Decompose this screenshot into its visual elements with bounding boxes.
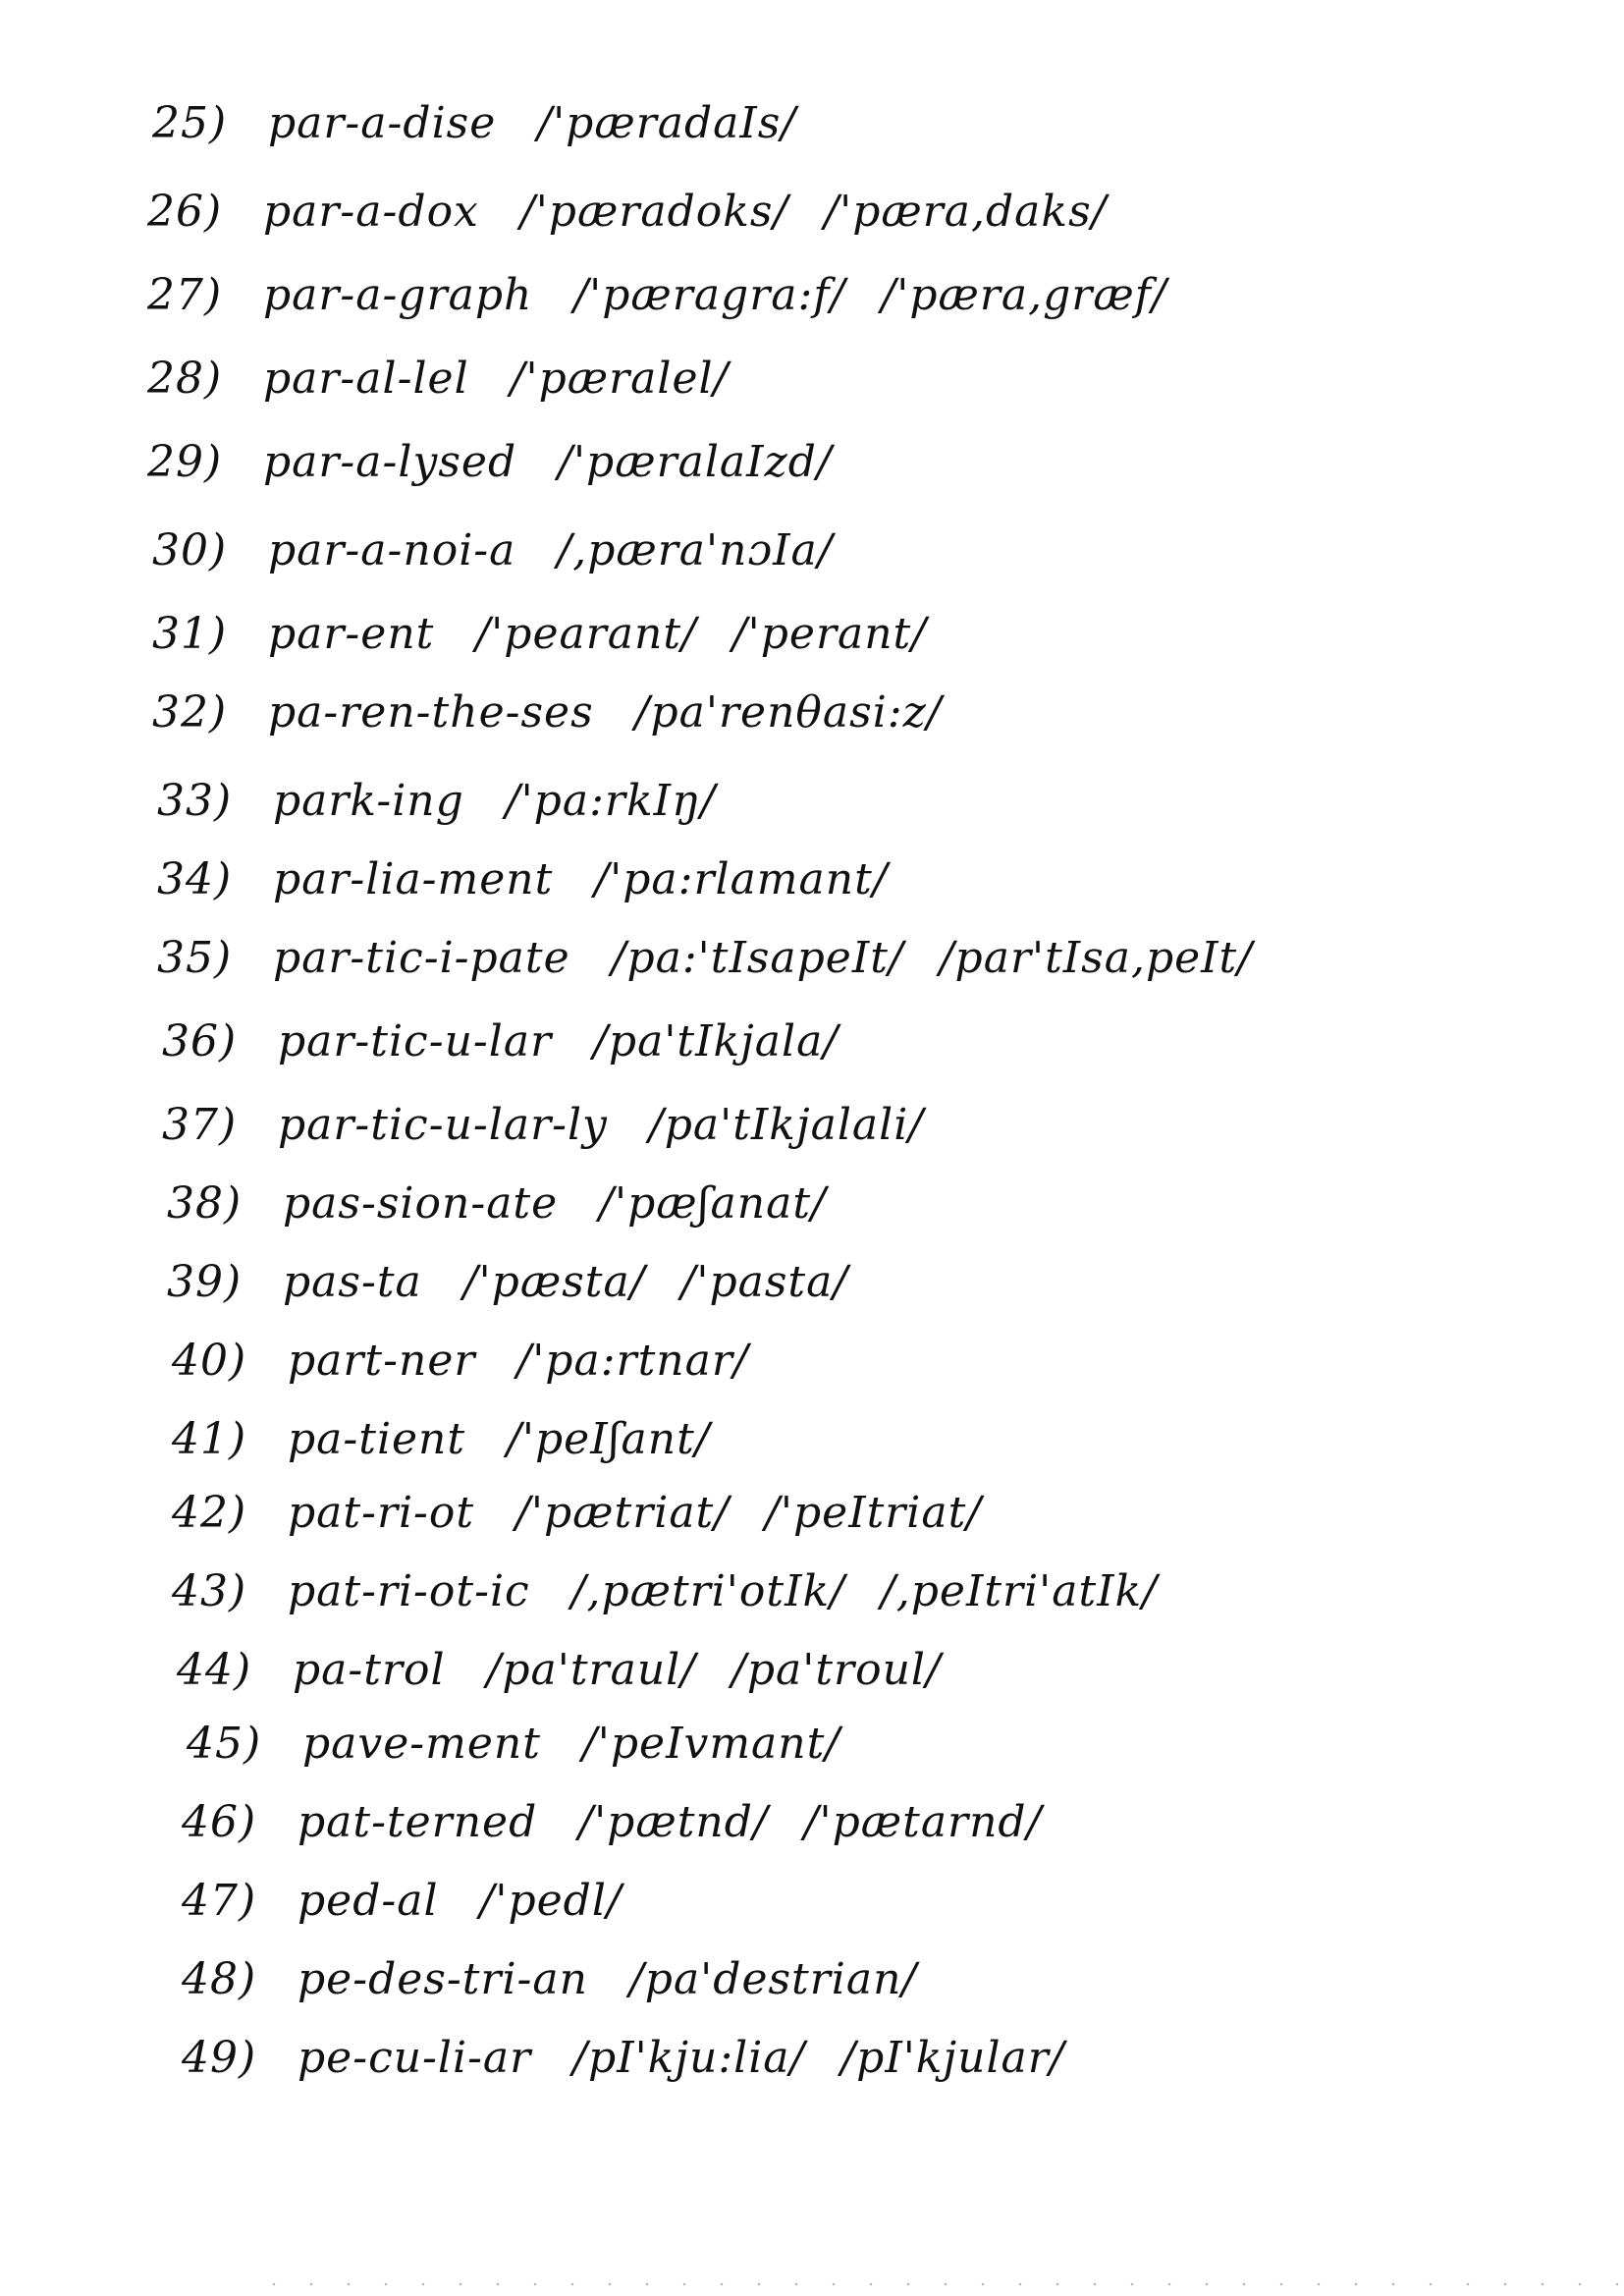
list-item — [152, 687, 978, 756]
list-item — [182, 1954, 952, 2023]
list-item — [172, 1566, 1193, 1635]
entry-pronunciation: /'pæʃanat/ — [599, 1178, 827, 1229]
list-item — [152, 98, 832, 167]
entry-pronunciation: /,pæra'nɔIa/ — [557, 525, 834, 575]
entry-word: par-a-noi-a — [268, 525, 516, 575]
entry-number: 38) — [167, 1178, 243, 1229]
entry-word: ped-al — [298, 1876, 439, 1926]
entry-word: pe-des-tri-an — [298, 1954, 588, 2004]
entry-word: park-ing — [273, 776, 464, 826]
entry-number: 44) — [177, 1645, 252, 1695]
entry-pronunciation: /,pætri'otIk/ — [570, 1566, 845, 1616]
list-item — [152, 525, 869, 594]
entry-pronunciation: /pa'tIkjala/ — [593, 1016, 839, 1066]
entry-pronunciation-alt: /pI'kjular/ — [840, 2033, 1065, 2083]
list-item — [167, 1178, 862, 1247]
list-item — [147, 270, 1203, 339]
entry-pronunciation: /'pedl/ — [479, 1876, 623, 1926]
entry-word: pa-trol — [293, 1645, 446, 1695]
list-item — [147, 354, 764, 422]
entry-number: 33) — [157, 776, 233, 826]
entry-number: 32) — [152, 687, 228, 738]
entry-word: par-tic-i-pate — [273, 933, 570, 983]
entry-word: pas-ta — [283, 1257, 422, 1307]
entry-word: par-a-dox — [263, 187, 479, 237]
entry-pronunciation: /'pætnd/ — [578, 1797, 769, 1847]
entry-word: pave-ment — [302, 1719, 541, 1769]
entry-pronunciation-alt: /'pæra,græf/ — [881, 270, 1167, 320]
list-item — [187, 1719, 876, 1787]
entry-word: pe-cu-li-ar — [298, 2033, 532, 2083]
entry-pronunciation: /pI'kju:lia/ — [572, 2033, 806, 2083]
list-item — [167, 1257, 884, 1326]
entry-pronunciation: /pa'tIkjalali/ — [648, 1100, 925, 1150]
entry-pronunciation-alt: /,peItri'atIk/ — [880, 1566, 1159, 1616]
entry-pronunciation-alt: /'pasta/ — [680, 1257, 849, 1307]
entry-number: 36) — [162, 1016, 238, 1066]
entry-number: 25) — [152, 98, 228, 148]
entry-number: 31) — [152, 609, 228, 659]
entry-number: 29) — [147, 437, 223, 487]
entry-pronunciation: /'peIvmant/ — [581, 1719, 841, 1769]
entry-word: par-ent — [268, 609, 435, 659]
entry-pronunciation: /'pætriat/ — [515, 1488, 731, 1538]
list-item — [172, 1414, 746, 1483]
entry-number: 43) — [172, 1566, 247, 1616]
entry-pronunciation: /'pearant/ — [475, 609, 697, 659]
entry-word: pa-ren-the-ses — [268, 687, 594, 738]
list-item — [157, 854, 924, 923]
list-item — [172, 1488, 1017, 1557]
entry-pronunciation-alt: /'pæra,daks/ — [824, 187, 1108, 237]
entry-pronunciation: /'pæragra:f/ — [573, 270, 846, 320]
list-item — [172, 1336, 785, 1404]
list-item — [177, 1645, 977, 1714]
entry-pronunciation: /'pæradoks/ — [519, 187, 789, 237]
list-item — [162, 1016, 874, 1085]
entry-number: 48) — [182, 1954, 257, 2004]
entry-word: par-a-graph — [263, 270, 533, 320]
entry-pronunciation: /'peIʃant/ — [507, 1414, 711, 1464]
entry-word: par-lia-ment — [273, 854, 554, 904]
entry-number: 40) — [172, 1336, 247, 1386]
entry-word: pat-ri-ot-ic — [288, 1566, 530, 1616]
entry-word: pa-tient — [288, 1414, 466, 1464]
entry-pronunciation: /'pæralaIzd/ — [558, 437, 833, 487]
list-item — [157, 933, 1288, 1002]
entry-word: pat-ri-ot — [288, 1488, 475, 1538]
entry-number: 41) — [172, 1414, 247, 1464]
entry-word: par-al-lel — [263, 354, 469, 404]
list-item — [147, 187, 1142, 255]
entry-number: 46) — [182, 1797, 257, 1847]
scan-artifact — [255, 2282, 1620, 2286]
entry-number: 35) — [157, 933, 233, 983]
list-item — [147, 437, 868, 506]
entry-pronunciation-alt: /pa'troul/ — [731, 1645, 942, 1695]
entry-pronunciation: /pa'traul/ — [486, 1645, 697, 1695]
entry-word: pat-terned — [298, 1797, 538, 1847]
entry-pronunciation: /pa:'tIsapeIt/ — [611, 933, 904, 983]
entry-pronunciation-alt: /'pætarnd/ — [803, 1797, 1043, 1847]
entry-number: 37) — [162, 1100, 238, 1150]
entry-number: 42) — [172, 1488, 247, 1538]
entry-pronunciation: /pa'destrian/ — [628, 1954, 918, 2004]
entry-word: part-ner — [288, 1336, 476, 1386]
list-item — [157, 776, 751, 845]
entry-pronunciation-alt: /par'tIsa,peIt/ — [939, 933, 1254, 983]
entry-pronunciation: /'pa:rlamant/ — [594, 854, 889, 904]
entry-pronunciation: /'pa:rkIŋ/ — [505, 776, 717, 826]
list-item — [162, 1100, 959, 1169]
entry-number: 47) — [182, 1876, 257, 1926]
entry-pronunciation: /'pæralel/ — [510, 354, 730, 404]
list-item — [182, 2033, 1101, 2102]
entry-word: par-tic-u-lar-ly — [278, 1100, 608, 1150]
list-item — [182, 1876, 658, 1944]
entry-number: 49) — [182, 2033, 257, 2083]
entry-number: 45) — [187, 1719, 262, 1769]
entry-number: 28) — [147, 354, 223, 404]
entry-number: 27) — [147, 270, 223, 320]
entry-word: par-tic-u-lar — [278, 1016, 553, 1066]
entry-pronunciation-alt: /'perant/ — [731, 609, 928, 659]
entry-word: par-a-dise — [268, 98, 497, 148]
entry-number: 34) — [157, 854, 233, 904]
entry-pronunciation: /'pæsta/ — [462, 1257, 646, 1307]
entry-pronunciation: /'pa:rtnar/ — [516, 1336, 749, 1386]
entry-number: 26) — [147, 187, 223, 237]
entry-number: 39) — [167, 1257, 243, 1307]
list-item — [152, 609, 962, 678]
entry-word: pas-sion-ate — [283, 1178, 559, 1229]
entry-pronunciation: /pa'renθasi:z/ — [634, 687, 943, 738]
entry-word: par-a-lysed — [263, 437, 517, 487]
list-item — [182, 1797, 1077, 1866]
entry-pronunciation: /'pæradaIs/ — [537, 98, 797, 148]
entry-number: 30) — [152, 525, 228, 575]
entry-pronunciation-alt: /'peItriat/ — [765, 1488, 983, 1538]
